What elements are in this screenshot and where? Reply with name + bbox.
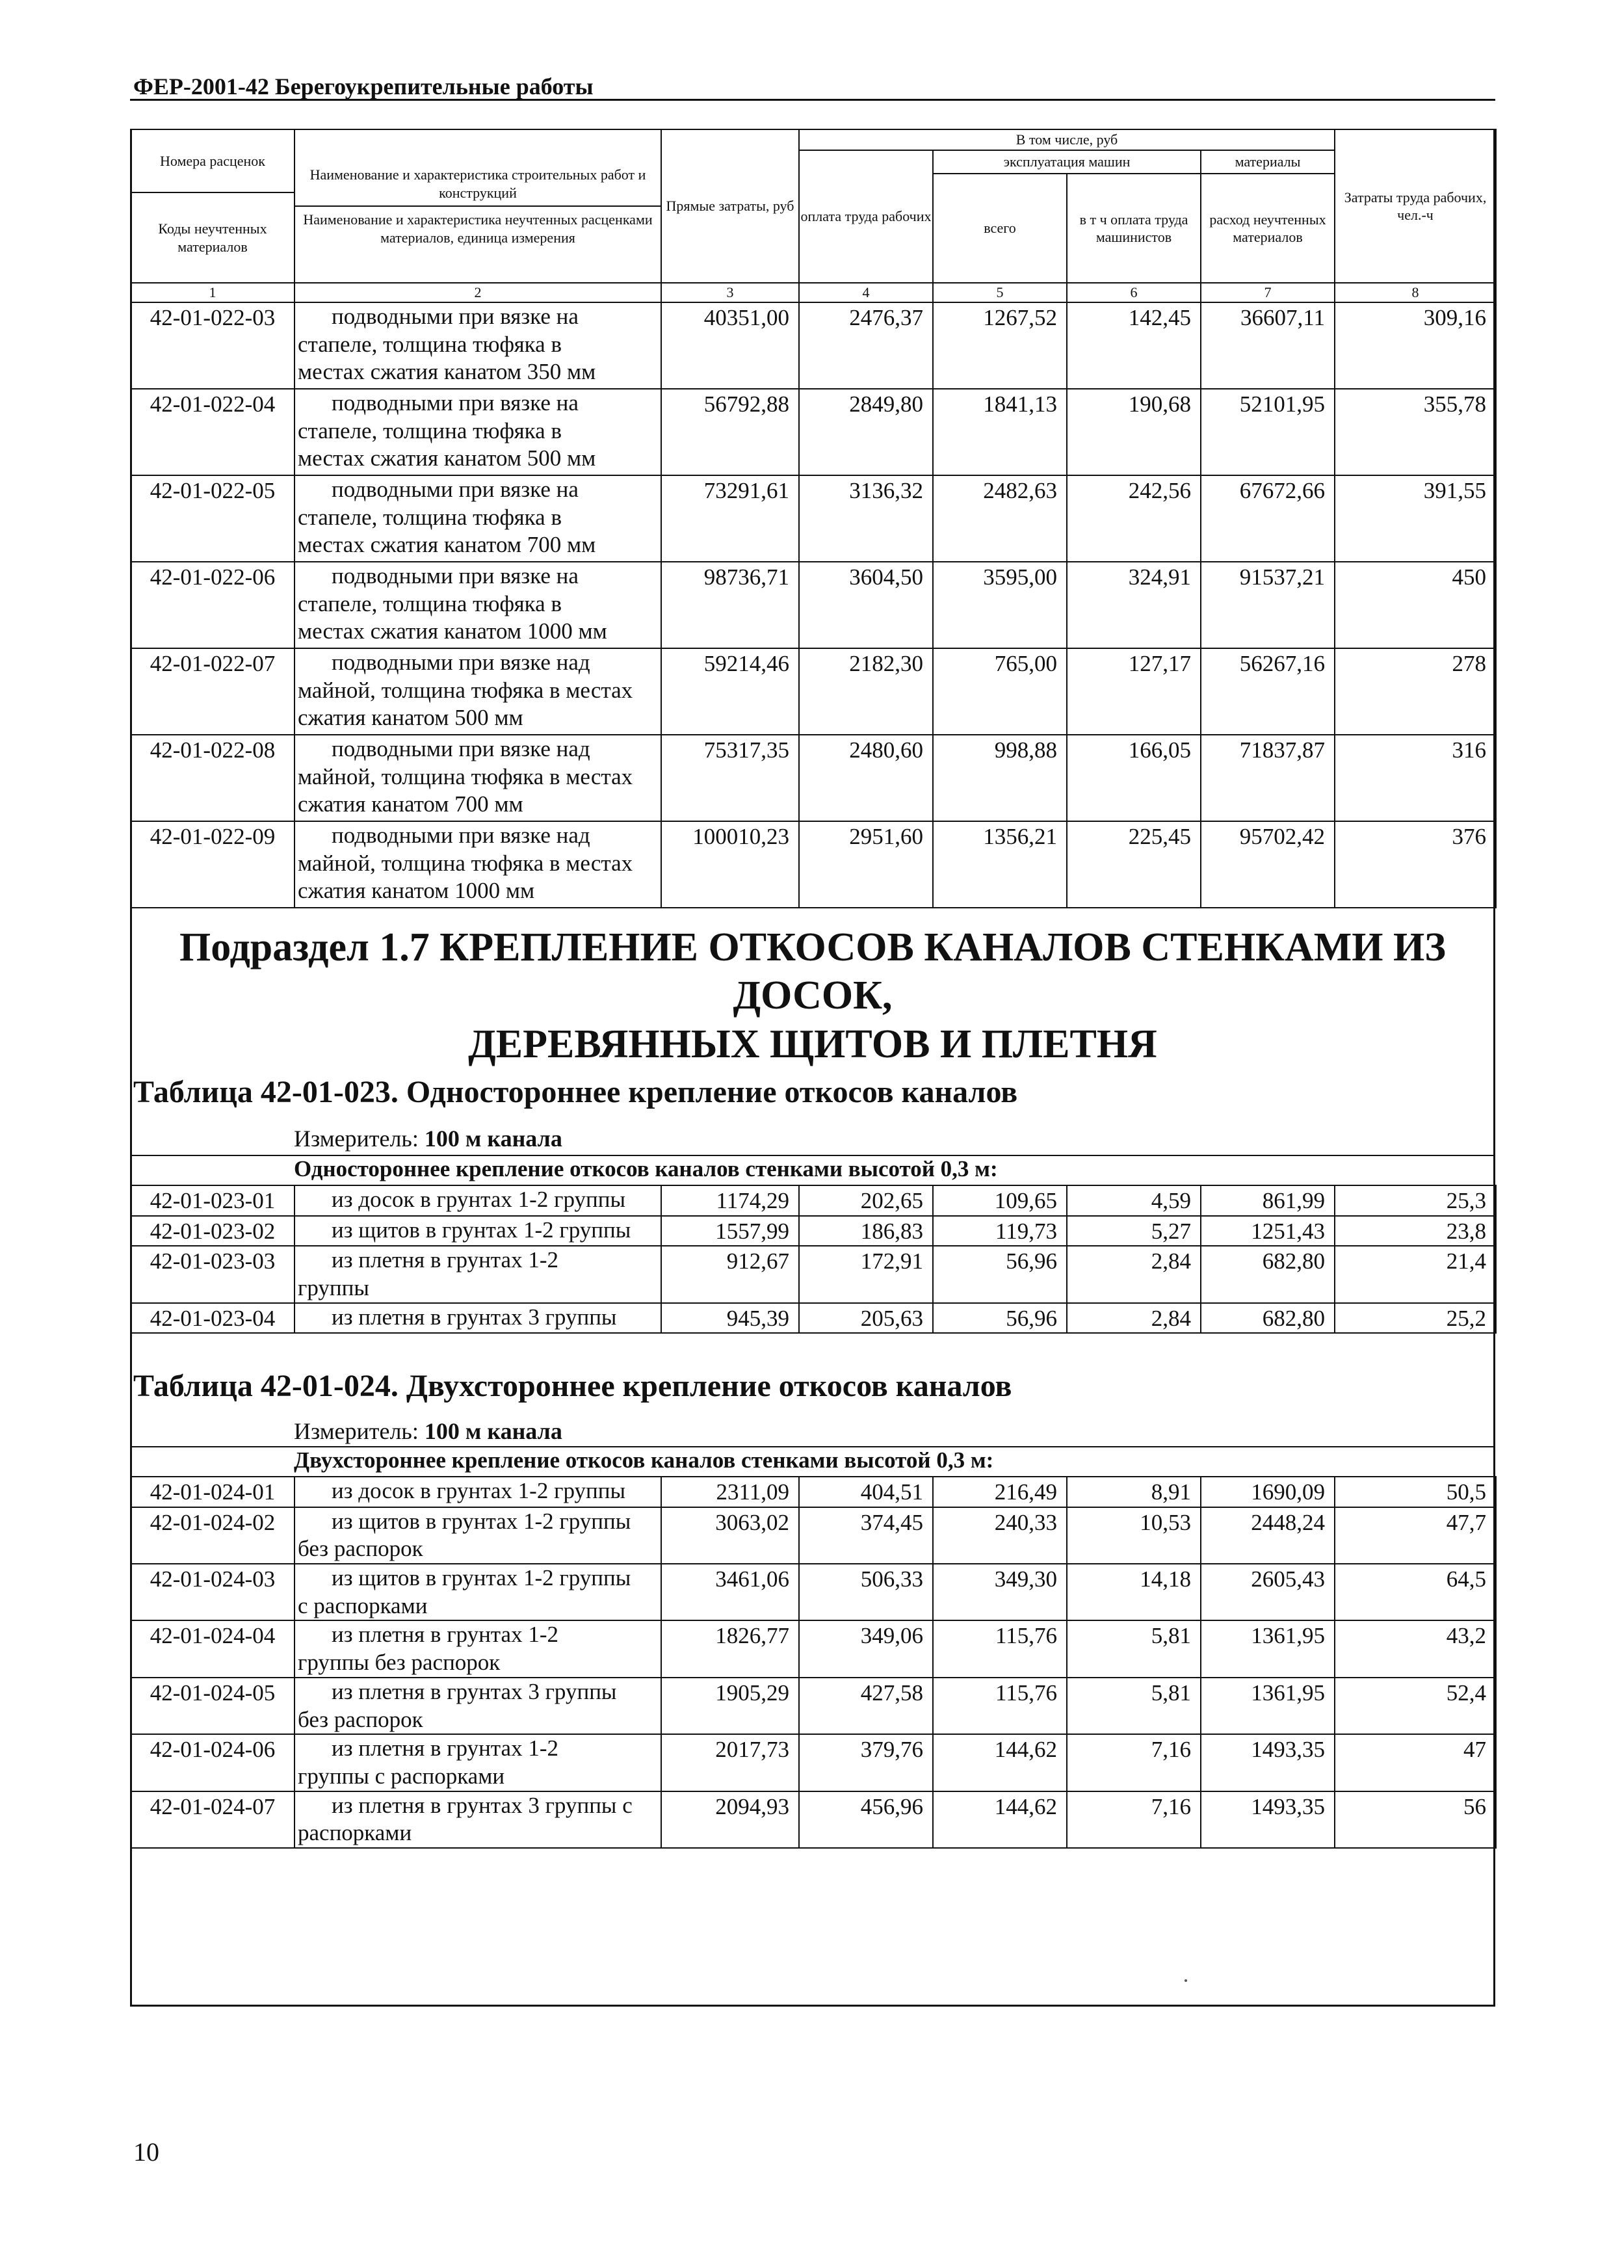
machines-total: 119,73 <box>933 1216 1067 1246</box>
rate-code: 42-01-023-01 <box>131 1185 295 1216</box>
labor-pay: 2951,60 <box>799 821 933 908</box>
rate-code: 42-01-024-04 <box>131 1620 295 1677</box>
table-024-measure <box>294 1418 562 1445</box>
table-row <box>131 1564 1496 1620</box>
materials-cost: 56267,16 <box>1201 648 1335 735</box>
labor-hours: 25,3 <box>1335 1185 1496 1216</box>
table-row <box>131 1791 1496 1848</box>
table-row <box>131 648 1496 735</box>
materials-cost: 67672,66 <box>1201 475 1335 562</box>
operators-pay: 225,45 <box>1067 821 1201 908</box>
direct-cost: 2094,93 <box>661 1791 799 1848</box>
work-description-line: майной, толщина тюфяка в местах <box>298 677 633 703</box>
labor-pay: 379,76 <box>799 1734 933 1791</box>
direct-cost: 2311,09 <box>661 1477 799 1507</box>
direct-cost: 98736,71 <box>661 562 799 648</box>
table-row <box>131 475 1496 562</box>
col8-header: Затраты труда рабочих, чел.-ч <box>1335 129 1496 283</box>
table-row <box>131 821 1496 908</box>
work-description-line: сжатия канатом 700 мм <box>298 791 523 817</box>
labor-pay: 2849,80 <box>799 389 933 475</box>
table-row <box>131 1303 1496 1334</box>
rate-code: 42-01-022-07 <box>131 648 295 735</box>
labor-hours: 450 <box>1335 562 1496 648</box>
operators-pay: 10,53 <box>1067 1507 1201 1564</box>
col5-header: всего <box>933 174 1067 283</box>
table-row <box>131 1246 1496 1302</box>
labor-hours: 64,5 <box>1335 1564 1496 1620</box>
col2-header <box>295 129 661 283</box>
work-description-line: из щитов в грунтах 1-2 группы <box>332 1508 631 1534</box>
running-header: ФЕР-2001-42 Берегоукрепительные работы <box>133 73 594 99</box>
labor-pay: 3604,50 <box>799 562 933 648</box>
rate-code: 42-01-022-08 <box>131 735 295 821</box>
labor-pay: 3136,32 <box>799 475 933 562</box>
labor-pay: 2480,60 <box>799 735 933 821</box>
work-description-line: подводными при вязке над <box>332 823 590 848</box>
machines-total: 998,88 <box>933 735 1067 821</box>
direct-cost: 3063,02 <box>661 1507 799 1564</box>
col4-header: оплата труда рабочих <box>799 150 933 283</box>
labor-hours: 21,4 <box>1335 1246 1496 1302</box>
machines-total: 1841,13 <box>933 389 1067 475</box>
column-header-table <box>130 129 1497 303</box>
direct-cost: 945,39 <box>661 1303 799 1334</box>
machines-total: 3595,00 <box>933 562 1067 648</box>
work-description <box>295 821 661 908</box>
work-description-line: стапеле, толщина тюфяка в <box>298 417 562 443</box>
direct-cost: 1905,29 <box>661 1678 799 1734</box>
direct-cost: 100010,23 <box>661 821 799 908</box>
work-description <box>295 302 661 389</box>
machines-total: 1267,52 <box>933 302 1067 389</box>
work-description <box>295 1507 661 1564</box>
work-description-line: майной, толщина тюфяка в местах <box>298 763 633 789</box>
section-title-line2: ДЕРЕВЯННЫХ ЩИТОВ И ПЛЕТНЯ <box>468 1022 1157 1066</box>
work-description-line: из досок в грунтах 1-2 группы <box>332 1187 625 1212</box>
work-description <box>295 1477 661 1507</box>
work-description-line: из плетня в грунтах 3 группы <box>332 1678 617 1704</box>
table-row <box>131 1185 1496 1216</box>
scan-speck <box>1185 1979 1187 1982</box>
materials-cost: 71837,87 <box>1201 735 1335 821</box>
including-group-header: В том числе, руб <box>799 129 1335 150</box>
table-024-subheading: Двухстороннее крепление откосов каналов стенками высотой 0,3 м: <box>294 1447 994 1473</box>
col-number: 5 <box>933 283 1067 302</box>
materials-cost: 2448,24 <box>1201 1507 1335 1564</box>
work-description <box>295 475 661 562</box>
labor-hours: 355,78 <box>1335 389 1496 475</box>
machines-group-header: эксплуатация машин <box>933 150 1201 174</box>
work-description-line: стапеле, толщина тюфяка в <box>298 504 562 530</box>
direct-cost: 59214,46 <box>661 648 799 735</box>
machines-total: 1356,21 <box>933 821 1067 908</box>
labor-pay: 374,45 <box>799 1507 933 1564</box>
table-row <box>131 1734 1496 1791</box>
work-description-line: из досок в грунтах 1-2 группы <box>332 1478 625 1503</box>
work-description-line: подводными при вязке на <box>332 477 579 502</box>
measure-value: 100 м канала <box>424 1126 562 1152</box>
col-number: 6 <box>1067 283 1201 302</box>
labor-hours: 376 <box>1335 821 1496 908</box>
table-row <box>131 1216 1496 1246</box>
labor-hours: 43,2 <box>1335 1620 1496 1677</box>
table-row <box>131 1477 1496 1507</box>
labor-pay: 404,51 <box>799 1477 933 1507</box>
work-description <box>295 1734 661 1791</box>
direct-cost: 3461,06 <box>661 1564 799 1620</box>
measure-label: Измеритель: <box>294 1126 419 1152</box>
work-description <box>295 1216 661 1246</box>
rate-code: 42-01-024-01 <box>131 1477 295 1507</box>
machines-total: 144,62 <box>933 1791 1067 1848</box>
col1-header-top: Номера расценок <box>131 130 294 193</box>
rate-code: 42-01-024-03 <box>131 1564 295 1620</box>
col-number: 4 <box>799 283 933 302</box>
direct-cost: 2017,73 <box>661 1734 799 1791</box>
direct-cost: 912,67 <box>661 1246 799 1302</box>
direct-cost: 1557,99 <box>661 1216 799 1246</box>
work-description-line: из плетня в грунтах 3 группы <box>332 1304 617 1330</box>
direct-cost: 75317,35 <box>661 735 799 821</box>
col-number: 2 <box>295 283 661 302</box>
work-description-line: с распорками <box>298 1592 428 1618</box>
materials-cost: 682,80 <box>1201 1303 1335 1334</box>
work-description-line: подводными при вязке над <box>332 736 590 761</box>
operators-pay: 127,17 <box>1067 648 1201 735</box>
materials-cost: 36607,11 <box>1201 302 1335 389</box>
operators-pay: 5,81 <box>1067 1620 1201 1677</box>
table-row <box>131 1620 1496 1677</box>
work-description <box>295 562 661 648</box>
col-number: 8 <box>1335 283 1496 302</box>
measure-value: 100 м канала <box>424 1418 562 1444</box>
work-description-line: подводными при вязке над <box>332 650 590 675</box>
work-description <box>295 1678 661 1734</box>
machines-total: 240,33 <box>933 1507 1067 1564</box>
work-description-line: подводными при вязке на <box>332 304 579 329</box>
col7-header: расход неучтенных материалов <box>1201 174 1335 283</box>
table-023-subheading: Одностороннее крепление откосов каналов стенками высотой 0,3 м: <box>294 1156 998 1181</box>
labor-pay: 186,83 <box>799 1216 933 1246</box>
machines-total: 765,00 <box>933 648 1067 735</box>
labor-hours: 50,5 <box>1335 1477 1496 1507</box>
table-023-title: Таблица 42-01-023. Одностороннее крепление откосов каналов <box>133 1075 1018 1109</box>
machines-total: 115,76 <box>933 1620 1067 1677</box>
rate-code: 42-01-022-03 <box>131 302 295 389</box>
direct-cost: 40351,00 <box>661 302 799 389</box>
work-description-line: группы с распорками <box>298 1763 505 1789</box>
machines-total: 56,96 <box>933 1303 1067 1334</box>
work-description <box>295 1303 661 1334</box>
operators-pay: 2,84 <box>1067 1246 1201 1302</box>
materials-cost: 1361,95 <box>1201 1620 1335 1677</box>
operators-pay: 8,91 <box>1067 1477 1201 1507</box>
work-description <box>295 648 661 735</box>
operators-pay: 14,18 <box>1067 1564 1201 1620</box>
col-number: 3 <box>661 283 799 302</box>
work-description <box>295 1185 661 1216</box>
materials-cost: 1493,35 <box>1201 1734 1335 1791</box>
work-description-line: из щитов в грунтах 1-2 группы <box>332 1217 631 1243</box>
work-description-line: сжатия канатом 500 мм <box>298 705 523 731</box>
work-description-line: из плетня в грунтах 3 группы с <box>332 1792 633 1818</box>
operators-pay: 190,68 <box>1067 389 1201 475</box>
rates-table-022 <box>130 302 1497 908</box>
labor-hours: 316 <box>1335 735 1496 821</box>
labor-pay: 172,91 <box>799 1246 933 1302</box>
labor-hours: 47,7 <box>1335 1507 1496 1564</box>
materials-cost: 95702,42 <box>1201 821 1335 908</box>
col1-header <box>131 129 295 283</box>
col6-header: в т ч оплата труда машинистов <box>1067 174 1201 283</box>
machines-total: 115,76 <box>933 1678 1067 1734</box>
table-023-measure <box>294 1125 562 1152</box>
rate-code: 42-01-022-06 <box>131 562 295 648</box>
work-description-line: из щитов в грунтах 1-2 группы <box>332 1565 631 1591</box>
table-row <box>131 389 1496 475</box>
labor-hours: 47 <box>1335 1734 1496 1791</box>
materials-cost: 2605,43 <box>1201 1564 1335 1620</box>
work-description-line: распорками <box>298 1820 412 1846</box>
rate-code: 42-01-023-03 <box>131 1246 295 1302</box>
work-description <box>295 389 661 475</box>
rate-code: 42-01-023-02 <box>131 1216 295 1246</box>
rate-code: 42-01-024-02 <box>131 1507 295 1564</box>
work-description-line: без распорок <box>298 1706 423 1732</box>
work-description-line: стапеле, толщина тюфяка в <box>298 590 562 616</box>
materials-cost: 1251,43 <box>1201 1216 1335 1246</box>
machines-total: 216,49 <box>933 1477 1067 1507</box>
operators-pay: 242,56 <box>1067 475 1201 562</box>
work-description-line: без распорок <box>298 1536 423 1562</box>
table-row <box>131 1507 1496 1564</box>
work-description <box>295 1791 661 1848</box>
table-row <box>131 562 1496 648</box>
col1-header-bottom: Коды неучтенных материалов <box>158 220 267 255</box>
rate-code: 42-01-023-04 <box>131 1303 295 1334</box>
col2-header-top: Наименование и характеристика строительных работ и конструкций <box>295 162 661 207</box>
work-description-line: подводными при вязке на <box>332 563 579 588</box>
materials-group-header: материалы <box>1201 150 1335 174</box>
operators-pay: 7,16 <box>1067 1734 1201 1791</box>
rates-table-024 <box>130 1476 1497 1849</box>
labor-hours: 52,4 <box>1335 1678 1496 1734</box>
operators-pay: 166,05 <box>1067 735 1201 821</box>
section-title-line1: Подраздел 1.7 КРЕПЛЕНИЕ ОТКОСОВ КАНАЛОВ СТЕНКАМИ ИЗ ДОСОК, <box>179 925 1446 1018</box>
work-description-line: сжатия канатом 1000 мм <box>298 878 535 904</box>
materials-cost: 682,80 <box>1201 1246 1335 1302</box>
col-number: 7 <box>1201 283 1335 302</box>
col-number: 1 <box>131 283 295 302</box>
labor-pay: 205,63 <box>799 1303 933 1334</box>
work-description-line: майной, толщина тюфяка в местах <box>298 850 633 876</box>
work-description-line: из плетня в грунтах 1-2 <box>332 1622 558 1648</box>
labor-pay: 506,33 <box>799 1564 933 1620</box>
labor-hours: 278 <box>1335 648 1496 735</box>
labor-pay: 2182,30 <box>799 648 933 735</box>
work-description-line: местах сжатия канатом 350 мм <box>298 359 596 385</box>
rate-code: 42-01-022-05 <box>131 475 295 562</box>
operators-pay: 142,45 <box>1067 302 1201 389</box>
labor-hours: 391,55 <box>1335 475 1496 562</box>
work-description-line: местах сжатия канатом 500 мм <box>298 445 596 471</box>
rates-table-023 <box>130 1185 1497 1334</box>
col2-header-bottom: Наименование и характеристика неучтенных расценками материалов, единица измерения <box>303 211 653 246</box>
direct-cost: 1826,77 <box>661 1620 799 1677</box>
materials-cost: 91537,21 <box>1201 562 1335 648</box>
direct-cost: 1174,29 <box>661 1185 799 1216</box>
operators-pay: 5,81 <box>1067 1678 1201 1734</box>
table-row <box>131 1678 1496 1734</box>
direct-cost: 73291,61 <box>661 475 799 562</box>
machines-total: 349,30 <box>933 1564 1067 1620</box>
operators-pay: 2,84 <box>1067 1303 1201 1334</box>
col3-header: Прямые затраты, руб <box>661 129 799 283</box>
rate-code: 42-01-024-07 <box>131 1791 295 1848</box>
labor-pay: 349,06 <box>799 1620 933 1677</box>
labor-pay: 2476,37 <box>799 302 933 389</box>
labor-hours: 56 <box>1335 1791 1496 1848</box>
operators-pay: 7,16 <box>1067 1791 1201 1848</box>
work-description-line: подводными при вязке на <box>332 390 579 415</box>
work-description-line: местах сжатия канатом 1000 мм <box>298 618 607 644</box>
work-description-line: группы без распорок <box>298 1650 501 1676</box>
section-title <box>130 923 1495 1068</box>
work-description-line: группы <box>298 1275 369 1301</box>
labor-pay: 202,65 <box>799 1185 933 1216</box>
machines-total: 144,62 <box>933 1734 1067 1791</box>
machines-total: 2482,63 <box>933 475 1067 562</box>
materials-cost: 52101,95 <box>1201 389 1335 475</box>
work-description <box>295 1620 661 1677</box>
machines-total: 56,96 <box>933 1246 1067 1302</box>
rate-code: 42-01-024-05 <box>131 1678 295 1734</box>
labor-pay: 456,96 <box>799 1791 933 1848</box>
rate-code: 42-01-022-04 <box>131 389 295 475</box>
measure-label: Измеритель: <box>294 1418 419 1444</box>
labor-pay: 427,58 <box>799 1678 933 1734</box>
work-description <box>295 1564 661 1620</box>
labor-hours: 309,16 <box>1335 302 1496 389</box>
materials-cost: 861,99 <box>1201 1185 1335 1216</box>
operators-pay: 5,27 <box>1067 1216 1201 1246</box>
work-description-line: из плетня в грунтах 1-2 <box>332 1735 558 1761</box>
table-024-title: Таблица 42-01-024. Двухстороннее крепление откосов каналов <box>133 1369 1012 1403</box>
work-description <box>295 735 661 821</box>
materials-cost: 1493,35 <box>1201 1791 1335 1848</box>
table-row <box>131 735 1496 821</box>
work-description-line: стапеле, толщина тюфяка в <box>298 331 562 357</box>
labor-hours: 25,2 <box>1335 1303 1496 1334</box>
work-description-line: местах сжатия канатом 700 мм <box>298 532 596 558</box>
operators-pay: 4,59 <box>1067 1185 1201 1216</box>
rate-code: 42-01-022-09 <box>131 821 295 908</box>
labor-hours: 23,8 <box>1335 1216 1496 1246</box>
materials-cost: 1690,09 <box>1201 1477 1335 1507</box>
rate-code: 42-01-024-06 <box>131 1734 295 1791</box>
table-row <box>131 302 1496 389</box>
direct-cost: 56792,88 <box>661 389 799 475</box>
machines-total: 109,65 <box>933 1185 1067 1216</box>
operators-pay: 324,91 <box>1067 562 1201 648</box>
header-rule <box>130 99 1495 101</box>
work-description <box>295 1246 661 1302</box>
work-description-line: из плетня в грунтах 1-2 <box>332 1247 558 1273</box>
page-number: 10 <box>133 2137 159 2167</box>
materials-cost: 1361,95 <box>1201 1678 1335 1734</box>
